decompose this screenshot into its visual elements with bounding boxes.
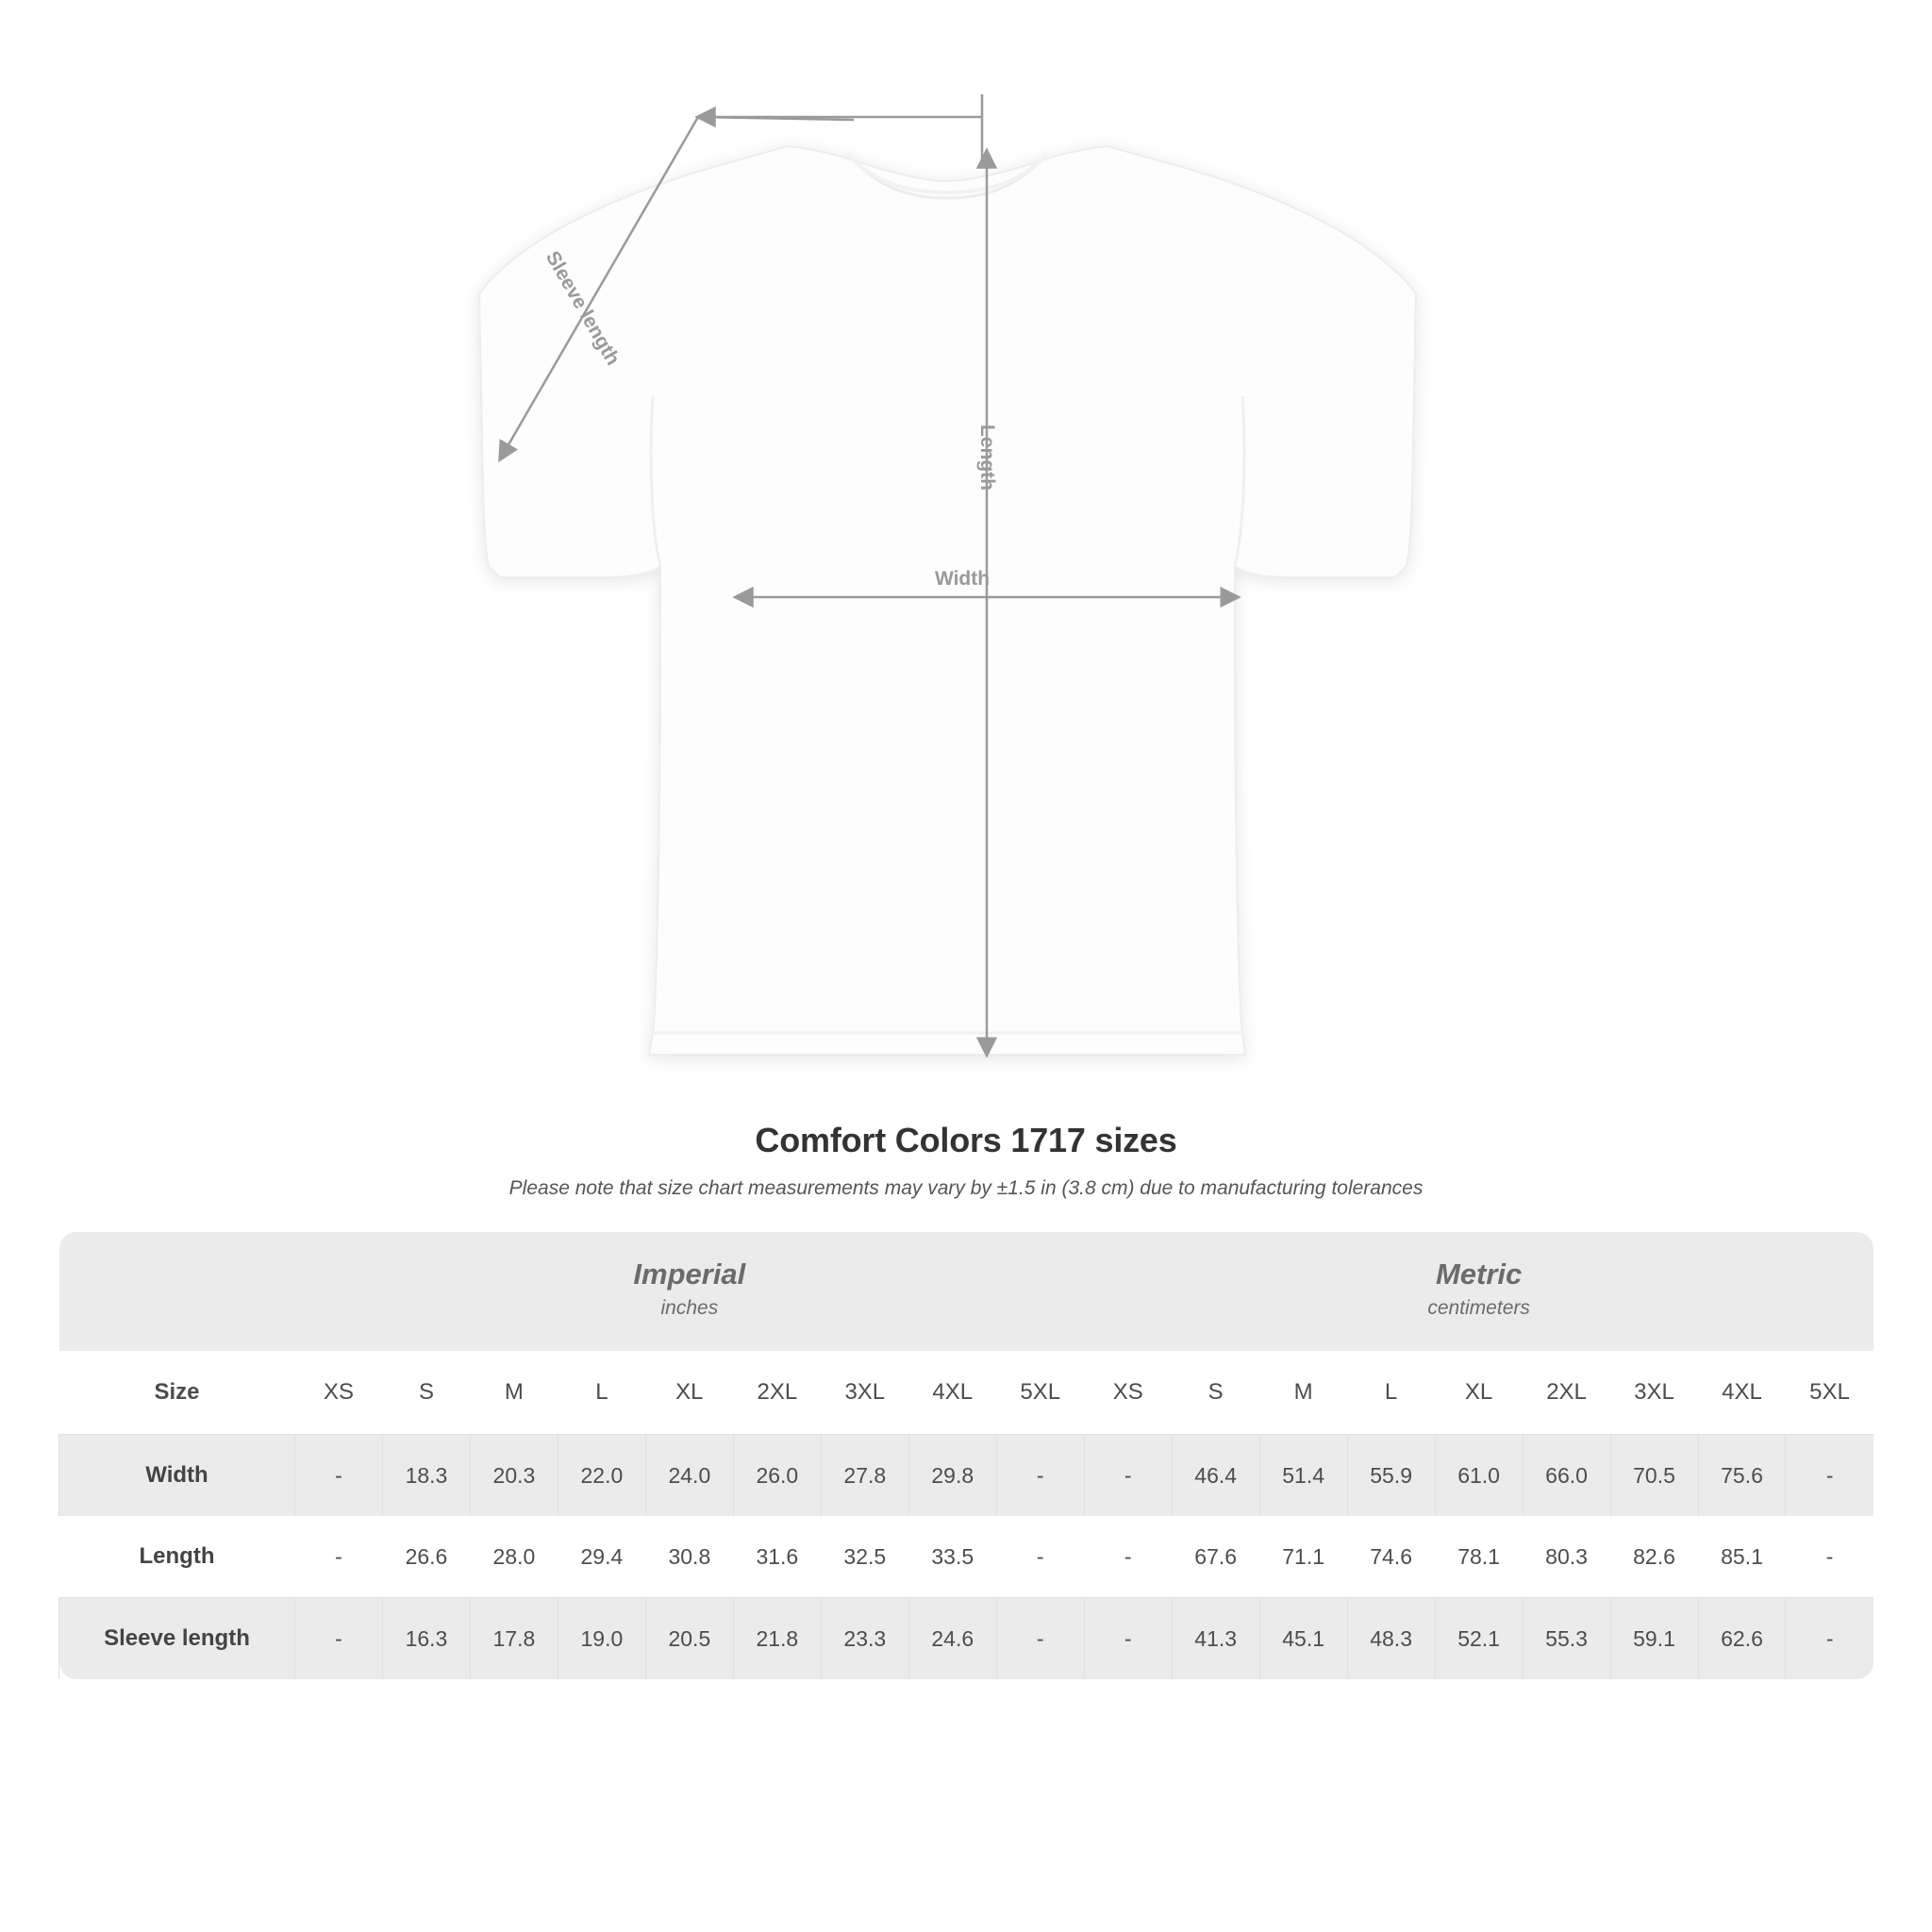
cell-sleeve-metric-m: 45.1 (1259, 1598, 1347, 1680)
cell-length-metric-m: 71.1 (1259, 1516, 1347, 1598)
cell-width-metric-2xl: 66.0 (1523, 1435, 1610, 1517)
cell-width-imperial-xs: - (295, 1435, 383, 1517)
cell-length-imperial-s: 26.6 (382, 1516, 470, 1598)
cell-sleeve-metric-4xl: 62.6 (1698, 1598, 1786, 1680)
header-metric-s: S (1172, 1351, 1259, 1435)
cell-width-imperial-m: 20.3 (470, 1435, 558, 1517)
cell-length-imperial-m: 28.0 (470, 1516, 558, 1598)
cell-length-imperial-xl: 30.8 (645, 1516, 733, 1598)
size-table (58, 1232, 1874, 1679)
header-size-label: Size (59, 1351, 295, 1435)
unit-sub-imperial: inches (660, 1296, 719, 1319)
header-imperial-5xl: 5XL (996, 1351, 1084, 1435)
cell-length-imperial-xs: - (295, 1516, 383, 1598)
header-metric-xl: XL (1435, 1351, 1523, 1435)
header-metric-5xl: 5XL (1786, 1351, 1874, 1435)
header-imperial-4xl: 4XL (908, 1351, 996, 1435)
unit-header-spacer (59, 1232, 295, 1351)
row-label-sleeve-length: Sleeve length (59, 1598, 295, 1680)
header-metric-m: M (1259, 1351, 1347, 1435)
cell-length-metric-l: 74.6 (1347, 1516, 1435, 1598)
cell-width-imperial-s: 18.3 (382, 1435, 470, 1517)
tshirt-shape (479, 146, 1416, 1055)
row-label-width: Width (59, 1435, 295, 1517)
page-title: Comfort Colors 1717 sizes (755, 1121, 1177, 1159)
cell-sleeve-imperial-xs: - (295, 1598, 383, 1680)
cell-length-imperial-l: 29.4 (558, 1516, 645, 1598)
cell-sleeve-metric-l: 48.3 (1347, 1598, 1435, 1680)
cell-sleeve-imperial-xl: 20.5 (645, 1598, 733, 1680)
cell-length-metric-xl: 78.1 (1435, 1516, 1523, 1598)
cell-width-metric-s: 46.4 (1172, 1435, 1259, 1517)
table-row (59, 1516, 1874, 1598)
tolerance-note: Please note that size chart measurements may vary by ±1.5 in (3.8 cm) due to manufacturing tolerances (508, 1177, 1424, 1199)
cell-sleeve-metric-xs: - (1084, 1598, 1172, 1680)
unit-header-row (59, 1232, 1874, 1351)
cell-width-imperial-xl: 24.0 (645, 1435, 733, 1517)
cell-length-metric-4xl: 85.1 (1698, 1516, 1786, 1598)
unit-name-imperial: Imperial (633, 1257, 746, 1291)
header-imperial-xl: XL (645, 1351, 733, 1435)
cell-sleeve-metric-2xl: 55.3 (1523, 1598, 1610, 1680)
table-row (59, 1435, 1874, 1517)
cell-sleeve-metric-s: 41.3 (1172, 1598, 1259, 1680)
cell-width-metric-l: 55.9 (1347, 1435, 1435, 1517)
unit-header-metric (1084, 1232, 1874, 1351)
cell-width-metric-xs: - (1084, 1435, 1172, 1517)
length-label: Length (976, 425, 998, 491)
header-metric-l: L (1347, 1351, 1435, 1435)
cell-length-imperial-2xl: 31.6 (733, 1516, 821, 1598)
size-table-wrapper (58, 1232, 1874, 1679)
cell-width-metric-4xl: 75.6 (1698, 1435, 1786, 1517)
cell-width-imperial-3xl: 27.8 (821, 1435, 908, 1517)
row-label-length: Length (59, 1516, 295, 1598)
cell-length-metric-s: 67.6 (1172, 1516, 1259, 1598)
table-row (59, 1598, 1874, 1680)
cell-sleeve-metric-5xl: - (1786, 1598, 1874, 1680)
header-imperial-s: S (382, 1351, 470, 1435)
cell-sleeve-metric-3xl: 59.1 (1610, 1598, 1698, 1680)
sleeve-length-label: Sleeve length (541, 247, 625, 370)
cell-width-imperial-4xl: 29.8 (908, 1435, 996, 1517)
header-imperial-xs: XS (295, 1351, 383, 1435)
cell-sleeve-imperial-2xl: 21.8 (733, 1598, 821, 1680)
header-imperial-3xl: 3XL (821, 1351, 908, 1435)
unit-sub-metric: centimeters (1427, 1296, 1530, 1319)
header-imperial-m: M (470, 1351, 558, 1435)
unit-header-imperial (295, 1232, 1085, 1351)
cell-sleeve-imperial-m: 17.8 (470, 1598, 558, 1680)
cell-length-metric-5xl: - (1786, 1516, 1874, 1598)
cell-length-imperial-4xl: 33.5 (908, 1516, 996, 1598)
cell-width-metric-m: 51.4 (1259, 1435, 1347, 1517)
cell-length-imperial-5xl: - (996, 1516, 1084, 1598)
cell-width-imperial-5xl: - (996, 1435, 1084, 1517)
cell-sleeve-imperial-3xl: 23.3 (821, 1598, 908, 1680)
header-metric-3xl: 3XL (1610, 1351, 1698, 1435)
cell-length-metric-2xl: 80.3 (1523, 1516, 1610, 1598)
cell-length-imperial-3xl: 32.5 (821, 1516, 908, 1598)
header-metric-2xl: 2XL (1523, 1351, 1610, 1435)
cell-sleeve-imperial-4xl: 24.6 (908, 1598, 996, 1680)
size-header-row (59, 1351, 1874, 1435)
cell-sleeve-imperial-s: 16.3 (382, 1598, 470, 1680)
width-label: Width (934, 568, 991, 590)
cell-length-metric-xs: - (1084, 1516, 1172, 1598)
cell-sleeve-imperial-5xl: - (996, 1598, 1084, 1680)
header-metric-xs: XS (1084, 1351, 1172, 1435)
cell-width-imperial-l: 22.0 (558, 1435, 645, 1517)
unit-name-metric: Metric (1435, 1257, 1523, 1291)
header-imperial-2xl: 2XL (733, 1351, 821, 1435)
cell-sleeve-metric-xl: 52.1 (1435, 1598, 1523, 1680)
cell-width-metric-3xl: 70.5 (1610, 1435, 1698, 1517)
cell-width-metric-xl: 61.0 (1435, 1435, 1523, 1517)
header-metric-4xl: 4XL (1698, 1351, 1786, 1435)
cell-width-imperial-2xl: 26.0 (733, 1435, 821, 1517)
cell-sleeve-imperial-l: 19.0 (558, 1598, 645, 1680)
cell-width-metric-5xl: - (1786, 1435, 1874, 1517)
cell-length-metric-3xl: 82.6 (1610, 1516, 1698, 1598)
header-imperial-l: L (558, 1351, 645, 1435)
